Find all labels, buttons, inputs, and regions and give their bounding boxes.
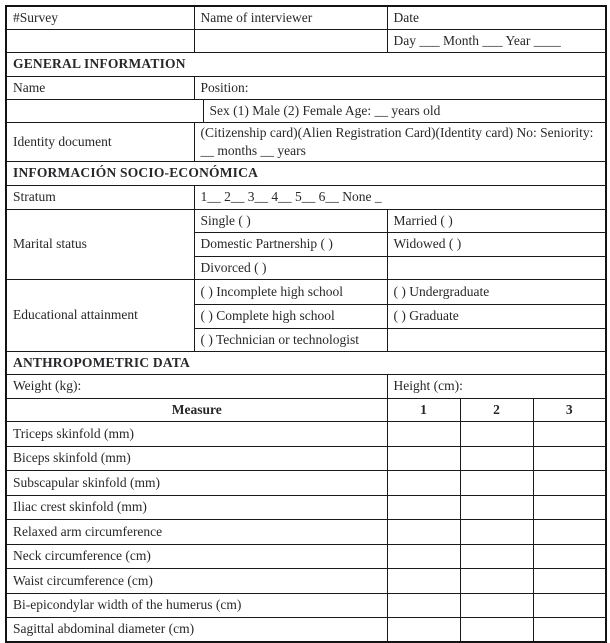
sagittal-abdominal-diameter-trial-2-cell[interactable]	[460, 617, 533, 642]
stratum-options[interactable]: 1__ 2__ 3__ 4__ 5__ 6__ None _	[194, 185, 606, 209]
measure-label-sagittal-abdominal-diameter: Sagittal abdominal diameter (cm)	[6, 617, 387, 642]
bi-epicondylar-width-trial-3-cell[interactable]	[533, 593, 606, 617]
waist-circumference-trial-1-cell[interactable]	[387, 568, 460, 593]
biceps-skinfold-trial-1-cell[interactable]	[387, 446, 460, 470]
table-row	[6, 29, 606, 52]
identity-document-label: Identity document	[6, 122, 194, 161]
table-row	[6, 519, 606, 544]
table-row	[6, 374, 606, 398]
marital-option-divorced[interactable]: Divorced ( )	[194, 256, 387, 279]
table-row	[6, 593, 606, 617]
table-row	[6, 209, 606, 232]
table-row	[6, 6, 606, 29]
date-label: Date	[387, 6, 606, 29]
neck-circumference-trial-2-cell[interactable]	[460, 544, 533, 568]
interviewer-label: Name of interviewer	[194, 6, 387, 29]
triceps-skinfold-trial-3-cell[interactable]	[533, 421, 606, 446]
marital-option-widowed[interactable]: Widowed ( )	[387, 232, 606, 256]
relaxed-arm-circumference-trial-2-cell[interactable]	[460, 519, 533, 544]
table-row	[6, 617, 606, 642]
iliac-crest-skinfold-trial-2-cell[interactable]	[460, 495, 533, 519]
sagittal-abdominal-diameter-trial-1-cell[interactable]	[387, 617, 460, 642]
waist-circumference-trial-3-cell[interactable]	[533, 568, 606, 593]
trial-1-column-header: 1	[387, 398, 460, 421]
waist-circumference-trial-2-cell[interactable]	[460, 568, 533, 593]
table-row	[6, 351, 606, 374]
table-row	[6, 52, 606, 76]
interviewer-field[interactable]	[194, 29, 387, 52]
table-row	[6, 544, 606, 568]
table-row	[6, 446, 606, 470]
education-option-incomplete-high-school[interactable]: ( ) Incomplete high school	[194, 279, 387, 304]
triceps-skinfold-trial-1-cell[interactable]	[387, 421, 460, 446]
anthropometric-section-header: ANTHROPOMETRIC DATA	[6, 351, 606, 374]
table-row	[6, 161, 606, 185]
survey-number-label: #Survey	[6, 6, 194, 29]
measure-label-subscapular-skinfold: Subscapular skinfold (mm)	[6, 470, 387, 495]
position-field[interactable]: Position:	[194, 76, 606, 99]
education-option-graduate[interactable]: ( ) Graduate	[387, 304, 606, 328]
subscapular-skinfold-trial-3-cell[interactable]	[533, 470, 606, 495]
date-day-month-year-fields[interactable]: Day ___ Month ___ Year ____	[387, 29, 606, 52]
trial-2-column-header: 2	[460, 398, 533, 421]
table-row	[6, 99, 606, 122]
measure-label-triceps-skinfold: Triceps skinfold (mm)	[6, 421, 387, 446]
table-row	[6, 568, 606, 593]
measure-label-biceps-skinfold: Biceps skinfold (mm)	[6, 446, 387, 470]
iliac-crest-skinfold-trial-1-cell[interactable]	[387, 495, 460, 519]
bi-epicondylar-width-trial-2-cell[interactable]	[460, 593, 533, 617]
relaxed-arm-circumference-trial-3-cell[interactable]	[533, 519, 606, 544]
neck-circumference-trial-1-cell[interactable]	[387, 544, 460, 568]
measure-label-waist-circumference: Waist circumference (cm)	[6, 568, 387, 593]
survey-form-table	[5, 5, 607, 643]
sagittal-abdominal-diameter-trial-3-cell[interactable]	[533, 617, 606, 642]
socioeconomic-section-header: INFORMACIÓN SOCIO-ECONÓMICA	[6, 161, 606, 185]
measure-label-relaxed-arm-circumference: Relaxed arm circumference	[6, 519, 387, 544]
name-field[interactable]	[6, 99, 203, 122]
biceps-skinfold-trial-2-cell[interactable]	[460, 446, 533, 470]
table-row	[6, 76, 606, 99]
general-information-section-header: GENERAL INFORMATION	[6, 52, 606, 76]
subscapular-skinfold-trial-1-cell[interactable]	[387, 470, 460, 495]
education-empty-cell	[387, 328, 606, 351]
table-row	[6, 185, 606, 209]
weight-field[interactable]: Weight (kg):	[6, 374, 387, 398]
triceps-skinfold-trial-2-cell[interactable]	[460, 421, 533, 446]
educational-attainment-label: Educational attainment	[6, 279, 194, 351]
name-label: Name	[6, 76, 194, 99]
table-row	[6, 470, 606, 495]
trial-3-column-header: 3	[533, 398, 606, 421]
iliac-crest-skinfold-trial-3-cell[interactable]	[533, 495, 606, 519]
biceps-skinfold-trial-3-cell[interactable]	[533, 446, 606, 470]
table-row	[6, 122, 606, 161]
marital-status-label: Marital status	[6, 209, 194, 279]
neck-circumference-trial-3-cell[interactable]	[533, 544, 606, 568]
table-row	[6, 279, 606, 304]
measure-label-iliac-crest-skinfold: Iliac crest skinfold (mm)	[6, 495, 387, 519]
height-field[interactable]: Height (cm):	[387, 374, 606, 398]
sex-age-field[interactable]: Sex (1) Male (2) Female Age: __ years old	[203, 99, 606, 122]
subscapular-skinfold-trial-2-cell[interactable]	[460, 470, 533, 495]
marital-empty-cell	[387, 256, 606, 279]
measure-label-bi-epicondylar-width: Bi-epicondylar width of the humerus (cm)	[6, 593, 387, 617]
marital-option-married[interactable]: Married ( )	[387, 209, 606, 232]
survey-number-field[interactable]	[6, 29, 194, 52]
table-row	[6, 421, 606, 446]
marital-option-single[interactable]: Single ( )	[194, 209, 387, 232]
stratum-label: Stratum	[6, 185, 194, 209]
measure-column-header: Measure	[6, 398, 387, 421]
marital-option-domestic-partnership[interactable]: Domestic Partnership ( )	[194, 232, 387, 256]
education-option-complete-high-school[interactable]: ( ) Complete high school	[194, 304, 387, 328]
identity-document-options[interactable]: (Citizenship card)(Alien Registration Card)(Identity card) No: Seniority: __ months __ years	[194, 122, 606, 161]
table-row	[6, 398, 606, 421]
education-option-technician[interactable]: ( ) Technician or technologist	[194, 328, 387, 351]
table-row	[6, 495, 606, 519]
measure-label-neck-circumference: Neck circumference (cm)	[6, 544, 387, 568]
bi-epicondylar-width-trial-1-cell[interactable]	[387, 593, 460, 617]
education-option-undergraduate[interactable]: ( ) Undergraduate	[387, 279, 606, 304]
relaxed-arm-circumference-trial-1-cell[interactable]	[387, 519, 460, 544]
